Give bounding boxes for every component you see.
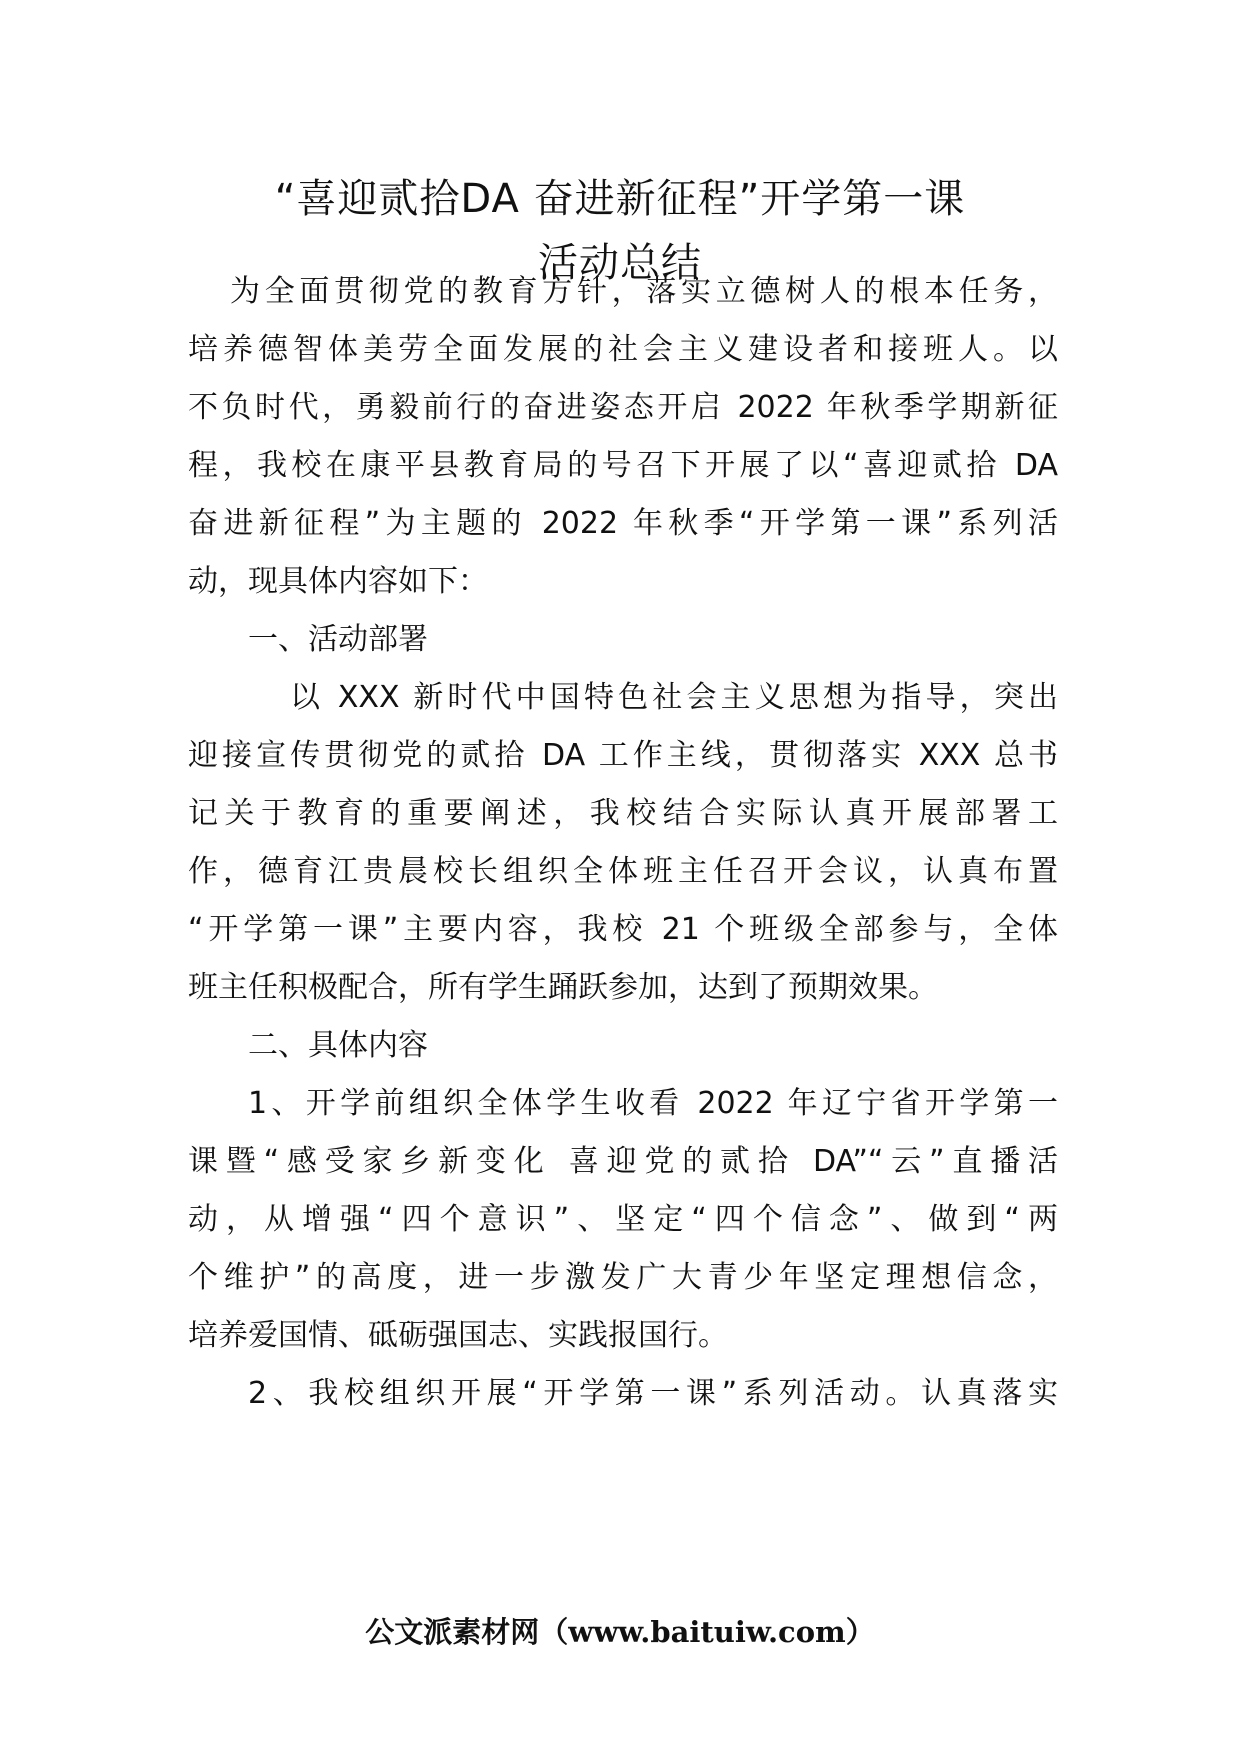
body-line: 培养德智体美劳全面发展的社会主义建设者和接班人。以	[188, 332, 1058, 367]
body-line: 动，现具体内容如下：	[188, 564, 488, 599]
body-line: 为全面贯彻党的教育方针，落实立德树人的根本任务，	[230, 274, 1058, 309]
body-line: 程，我校在康平县教育局的号召下开展了以“喜迎贰拾 DA	[188, 448, 1058, 483]
section-heading-deployment: 一、活动部署	[248, 622, 428, 657]
section-heading-content: 二、具体内容	[248, 1028, 428, 1063]
body-line: 记关于教育的重要阐述，我校结合实际认真开展部署工	[188, 796, 1058, 831]
body-line: 2、我校组织开展“开学第一课”系列活动。认真落实	[248, 1376, 1058, 1411]
watermark-footer: 公文派素材网（www.baituiw.com）	[365, 1615, 875, 1649]
body-line: 动，从增强“四个意识”、坚定“四个信念”、做到“两	[188, 1202, 1058, 1237]
body-line: 迎接宣传贯彻党的贰拾 DA 工作主线，贯彻落实 XXX 总书	[188, 738, 1058, 773]
body-line: “开学第一课”主要内容，我校 21 个班级全部参与，全体	[188, 912, 1058, 947]
body-line: 班主任积极配合，所有学生踊跃参加，达到了预期效果。	[188, 970, 938, 1005]
body-line: 作，德育江贵晨校长组织全体班主任召开会议，认真布置	[188, 854, 1058, 889]
document-title-line-2: 活动总结	[538, 240, 702, 286]
body-line: 1、开学前组织全体学生收看 2022 年辽宁省开学第一	[248, 1086, 1058, 1121]
body-line: 培养爱国情、砥砺强国志、实践报国行。	[188, 1318, 728, 1353]
body-line: 个维护”的高度，进一步激发广大青少年坚定理想信念，	[188, 1260, 1058, 1295]
body-line: 不负时代，勇毅前行的奋进姿态开启 2022 年秋季学期新征	[188, 390, 1058, 425]
document-title-line-1: “喜迎贰拾DA 奋进新征程”开学第一课	[274, 176, 966, 222]
body-line: 奋进新征程”为主题的 2022 年秋季“开学第一课”系列活	[188, 506, 1058, 541]
body-line: 以 XXX 新时代中国特色社会主义思想为指导，突出	[290, 680, 1058, 715]
body-line: 课暨“感受家乡新变化 喜迎党的贰拾 DA”“云”直播活	[188, 1144, 1058, 1179]
